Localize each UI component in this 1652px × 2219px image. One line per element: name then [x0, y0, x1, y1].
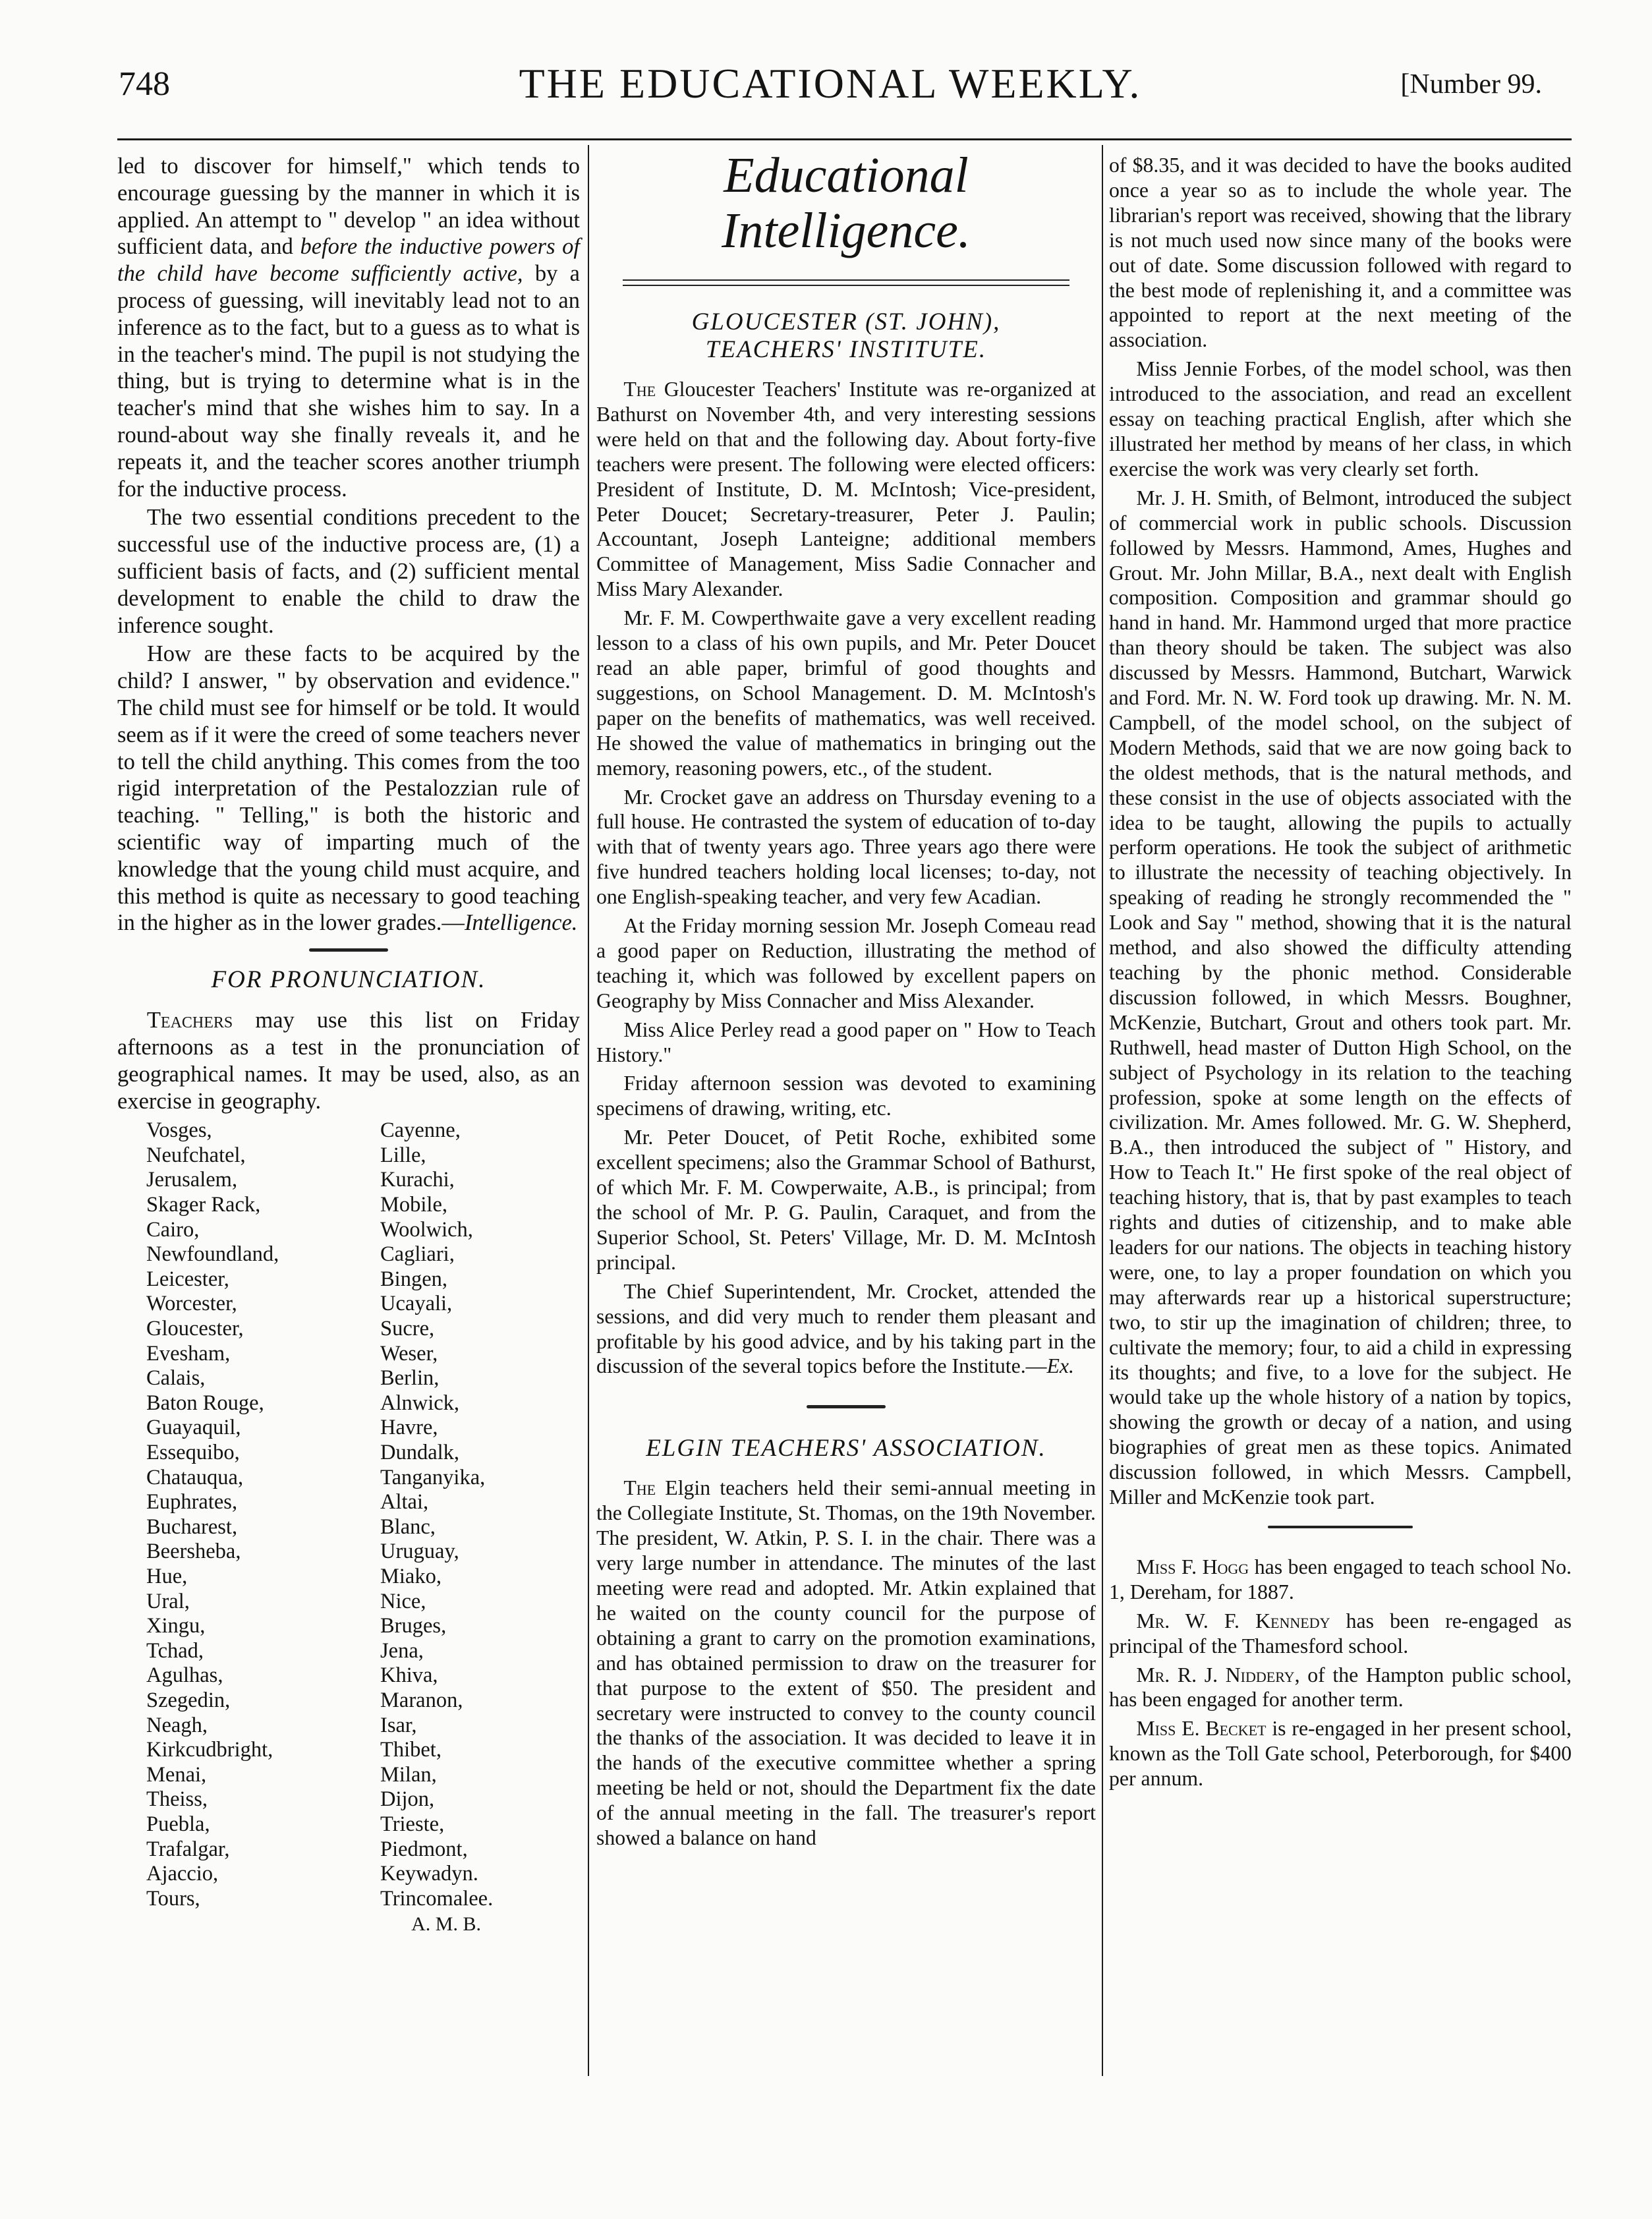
- place-name: Berlin,: [380, 1366, 440, 1391]
- news-note: Mr. R. J. Niddery, of the Hampton public school, has been engaged for another term.: [1109, 1663, 1572, 1712]
- source-credit: Ex.: [1046, 1354, 1074, 1378]
- column-1: [117, 153, 580, 1938]
- issue-number: [Number 99.: [1400, 69, 1542, 100]
- page-header: [119, 59, 1542, 119]
- news-note: Miss E. Becket is re-engaged in her present school, known as the Toll Gate school, Peterborough, for $400 per annum.: [1109, 1717, 1572, 1791]
- place-name: Szegedin,: [146, 1688, 231, 1712]
- article-paragraph: At the Friday morning session Mr. Joseph Comeau read a good paper on Reduction, illustrating the method of teaching it, which was followed by excellent papers on Geography by Miss Connacher and Miss Alexander.: [596, 914, 1096, 1012]
- place-name: Puebla,: [146, 1812, 210, 1836]
- place-names-right: [380, 1118, 604, 1911]
- place-name: Nice,: [380, 1589, 426, 1613]
- place-name: Tours,: [146, 1886, 200, 1911]
- news-note: Miss F. Hogg has been engaged to teach school No. 1, Dereham, for 1887.: [1109, 1555, 1572, 1603]
- place-name: Theiss,: [146, 1787, 208, 1812]
- place-name: Kirkcudbright,: [146, 1738, 273, 1762]
- place-name: Sucre,: [380, 1317, 435, 1341]
- place-name: Essequibo,: [146, 1441, 240, 1465]
- place-name: Xingu,: [146, 1614, 206, 1638]
- place-name: Guayaquil,: [146, 1416, 241, 1440]
- place-name: Ural,: [146, 1589, 190, 1613]
- place-name: Tchad,: [146, 1638, 204, 1663]
- article-paragraph: The Elgin teachers held their semi-annual meeting in the Collegiate Institute, St. Thomas, on the 19th November. The president, W. Atkin, P. S. I. in the chair. There was a very large number in attendance. The minutes of the last meeting were read and adopted. Mr. Atkin explained that he waited on the county council for the purpose of obtaining a grant to carry on the promotion examinations, and has obtained permission to draw on the treasurer for that purpose to the extent of $50. The president and secretary were instructed to convey to the county council the thanks of the association. It was decided to leave it in the hands of the executive committee whether a spring meeting be held or not, should the Department fix the date of the annual meeting in the fall. The treasurer's report showed a balance on hand: [596, 1476, 1096, 1850]
- header-rule: [117, 138, 1572, 140]
- pronunciation-heading: FOR PRONUNCIATION.: [211, 966, 486, 994]
- place-name: Thibet,: [380, 1738, 441, 1762]
- place-name: Gloucester,: [146, 1317, 244, 1341]
- place-name: Ucayali,: [380, 1292, 453, 1316]
- journal-title: THE EDUCATIONAL WEEKLY.: [519, 60, 1142, 107]
- section-ornament: [1268, 1526, 1413, 1528]
- place-name: Trafalgar,: [146, 1837, 230, 1861]
- double-rule: [623, 279, 1069, 286]
- place-name: Hue,: [146, 1564, 188, 1588]
- article-paragraph: Mr. F. M. Cowperthwaite gave a very excellent reading lesson to a class of his own pupils, and Mr. Peter Doucet read an able paper, brimful of good thoughts and suggestions, on School Management. D. M. McIntosh's paper on the benefits of mathematics, was well received. He showed the value of mathematics in bringing out the memory, reasoning powers, etc., of the student.: [596, 606, 1096, 780]
- article-paragraph: led to discover for himself," which tends to encourage guessing by the manner in which it is applied. An attempt to " develop " an idea without sufficient data, and before the inductive powers of the child have become sufficiently active, by a process of guessing, will inevitably lead not to an inference as to the fact, but to a guess as to what is in the teacher's mind. The pupil is not studying the thing, but is trying to determine what is in the teacher's mind that she wishes him to say. In a round-about way she finally reveals it, and he repeats it, and the teacher scores another triumph for the inductive process.: [117, 154, 580, 502]
- article-paragraph: Mr. Peter Doucet, of Petit Roche, exhibited some excellent specimens; also the Grammar School of Bathurst, of which Mr. F. M. Cowperwaite, A.B., is principal; from the school of Mr. P. G. Paulin, Caraquet, and from the Superior School, St. Peters' Village, Mr. D. M. McIntosh principal.: [596, 1126, 1096, 1274]
- place-name: Havre,: [380, 1416, 438, 1440]
- place-name: Mobile,: [380, 1193, 448, 1217]
- section-ornament: [807, 1405, 886, 1408]
- article-paragraph: The Chief Superintendent, Mr. Crocket, attended the sessions, and did very much to render them pleasant and profitable by his good advice, and by his taking part in the discussion of the several topics before the Institute.—Ex.: [596, 1279, 1096, 1378]
- author-signature: A. M. B.: [411, 1913, 481, 1936]
- article-paragraph: Miss Jennie Forbes, of the model school, was then introduced to the association, and read an excellent essay on teaching practical English, after which she illustrated her method by means of her class, in which exercise the work was very clearly set forth.: [1109, 357, 1572, 480]
- pronunciation-intro: Teachers may use this list on Friday afternoons as a test in the pronunciation of geographical names. It may be used, also, as an exercise in geography.: [117, 1008, 580, 1114]
- place-name: Neufchatel,: [146, 1143, 246, 1167]
- section-title: Educational Intelligence.: [722, 148, 971, 258]
- place-name: Kurachi,: [380, 1168, 455, 1192]
- place-name: Worcester,: [146, 1292, 237, 1316]
- place-name: Miako,: [380, 1564, 441, 1588]
- place-name: Woolwich,: [380, 1217, 473, 1242]
- place-name: Cagliari,: [380, 1242, 455, 1267]
- news-note: Mr. W. F. Kennedy has been re-engaged as principal of the Thamesford school.: [1109, 1609, 1572, 1657]
- place-names-left: [146, 1118, 380, 1911]
- place-name: Baton Rouge,: [146, 1391, 264, 1415]
- place-name: Vosges,: [146, 1118, 212, 1143]
- place-name: Cayenne,: [380, 1118, 461, 1143]
- article-paragraph: The two essential conditions precedent to the successful use of the inductive process are, (1) a sufficient basis of facts, and (2) sufficient mental development to enable the child to draw the inference sought.: [117, 505, 580, 638]
- place-name: Uruguay,: [380, 1540, 459, 1564]
- place-name: Beersheba,: [146, 1540, 241, 1564]
- place-name: Maranon,: [380, 1688, 463, 1712]
- place-name: Dundalk,: [380, 1441, 460, 1465]
- place-name: Cairo,: [146, 1217, 200, 1242]
- page-number: 748: [119, 65, 170, 103]
- place-name: Calais,: [146, 1366, 206, 1391]
- place-name: Skager Rack,: [146, 1193, 261, 1217]
- article-paragraph: Mr. J. H. Smith, of Belmont, introduced the subject of commercial work in public schools. Discussion followed by Messrs. Hammond, Ames, Hughes and Grout. Mr. John Millar, B.A., next dealt with English composition. Composition and grammar should go hand in hand. Mr. Hammond urged that more practice than theory should be taken. The subject was also discussed by Messrs. Hammond, Butchart, Warwick and Ford. Mr. N. W. Ford took up drawing. Mr. N. M. Campbell, of the model school, on the subject of Modern Methods, said that we are now going back to the oldest methods, that is the natural methods, and these consist in the use of objects associated with the idea to be taught, allowing the pupils to actually perform operations. He took the subject of arithmetic to illustrate the necessity of teaching objectively. In speaking of reading he strongly recommended the " Look and Say " method, showing that it is the natural method, and also showed the difficulty attending teaching by the phonic method. Considerable discussion followed, in which Messrs. Boughner, McKenzie, Butchart, Grout and others took part. Mr. Ruthwell, head master of Dutton High School, on the subject of Psychology in its relation to the teaching profession, spoke at some length on the effects of civilization. Mr. Ames followed. Mr. G. W. Shepherd, B.A., then introduced the subject of " History, and How to Teach It." He first spoke of the real object of teaching history, that is, that by past examples to teach rights and duties of citizenship, and to make able leaders for our nations. The objects in teaching history were, one, to lay a proper foundation on which you may afterwards rear up a historical superstructure; two, to stir up the imagination of children; three, to cultivate the memory; four, to aid a child in expressing its thoughts; and five, to a love for the subject. He would take up the whole history of a nation by topics, showing the growth or decay of a nation, and using biographies of great men as these topics. Animated discussion followed, in which Messrs. Campbell, Miller and McKenzie took part.: [1109, 486, 1572, 1509]
- source-credit: Intelligence.: [464, 910, 578, 936]
- column-3: [1109, 153, 1572, 1791]
- place-name: Newfoundland,: [146, 1242, 279, 1267]
- place-name: Lille,: [380, 1143, 426, 1167]
- section-ornament: [309, 948, 388, 952]
- place-name: Keywadyn.: [380, 1862, 478, 1886]
- article-paragraph: of $8.35, and it was decided to have the books audited once a year so as to include the whole year. The librarian's report was received, showing that the library is not much used now since many of the books were out of date. Some discussion followed with regard to the best mode of replenishing it, and a committee was appointed to report at the next meeting of the association.: [1109, 154, 1572, 352]
- place-name-list: [146, 1118, 580, 1911]
- place-name: Bingen,: [380, 1267, 448, 1291]
- place-name: Weser,: [380, 1341, 438, 1366]
- column-2: [596, 148, 1096, 1851]
- place-name: Trincomalee.: [380, 1886, 494, 1911]
- place-name: Khiva,: [380, 1663, 438, 1688]
- column-divider-right: [1102, 145, 1103, 2076]
- place-name: Evesham,: [146, 1341, 231, 1366]
- place-name: Piedmont,: [380, 1837, 468, 1861]
- place-name: Alnwick,: [380, 1391, 460, 1415]
- place-name: Tanganyika,: [380, 1465, 486, 1489]
- gloucester-heading: GLOUCESTER (ST. JOHN), TEACHERS' INSTITUTE.: [691, 308, 1001, 363]
- article-paragraph: Miss Alice Perley read a good paper on " How to Teach History.": [596, 1018, 1096, 1066]
- place-name: Agulhas,: [146, 1663, 223, 1688]
- place-name: Chatauqua,: [146, 1465, 244, 1489]
- place-name: Dijon,: [380, 1787, 435, 1812]
- place-name: Isar,: [380, 1713, 417, 1737]
- article-paragraph: The Gloucester Teachers' Institute was re-organized at Bathurst on November 4th, and very interesting sessions were held on that and the following day. About forty-five teachers were present. The following were elected officers: President of Institute, D. M. McIntosh; Vice-president, Peter Doucet; Secretary-treasurer, Peter J. Paulin; Accountant, Joseph Lanteigne; additional members Committee of Management, Miss Sadie Connacher and Miss Mary Alexander.: [596, 378, 1096, 601]
- place-name: Milan,: [380, 1762, 437, 1787]
- place-name: Leicester,: [146, 1267, 229, 1291]
- elgin-heading: ELGIN TEACHERS' ASSOCIATION.: [646, 1435, 1046, 1462]
- place-name: Menai,: [146, 1762, 207, 1787]
- place-name: Jena,: [380, 1638, 424, 1663]
- place-name: Altai,: [380, 1490, 429, 1514]
- place-name: Jerusalem,: [146, 1168, 238, 1192]
- article-paragraph: Friday afternoon session was devoted to examining specimens of drawing, writing, etc.: [596, 1072, 1096, 1120]
- place-name: Bruges,: [380, 1614, 447, 1638]
- place-name: Bucharest,: [146, 1514, 238, 1539]
- place-name: Blanc,: [380, 1514, 436, 1539]
- place-name: Euphrates,: [146, 1490, 238, 1514]
- article-paragraph: How are these facts to be acquired by the child? I answer, " by observation and evidence." The child must see for himself or be told. It would seem as if it were the creed of some teachers never to tell the child anything. This comes from the too rigid interpretation of the Pestalozzian rule of teaching. " Telling," is both the historic and scientific way of imparting much of the knowledge that the young child must acquire, and this method is quite as necessary to good teaching in the higher as in the lower grades.—Intelligence.: [117, 641, 580, 936]
- place-name: Neagh,: [146, 1713, 208, 1737]
- place-name: Trieste,: [380, 1812, 445, 1836]
- place-name: Ajaccio,: [146, 1862, 219, 1886]
- article-paragraph: Mr. Crocket gave an address on Thursday evening to a full house. He contrasted the system of education of to-day with that of twenty years ago. Three years ago there were five hundred teachers holding local licenses; to-day, not one English-speaking teacher, and very few Acadian.: [596, 785, 1096, 909]
